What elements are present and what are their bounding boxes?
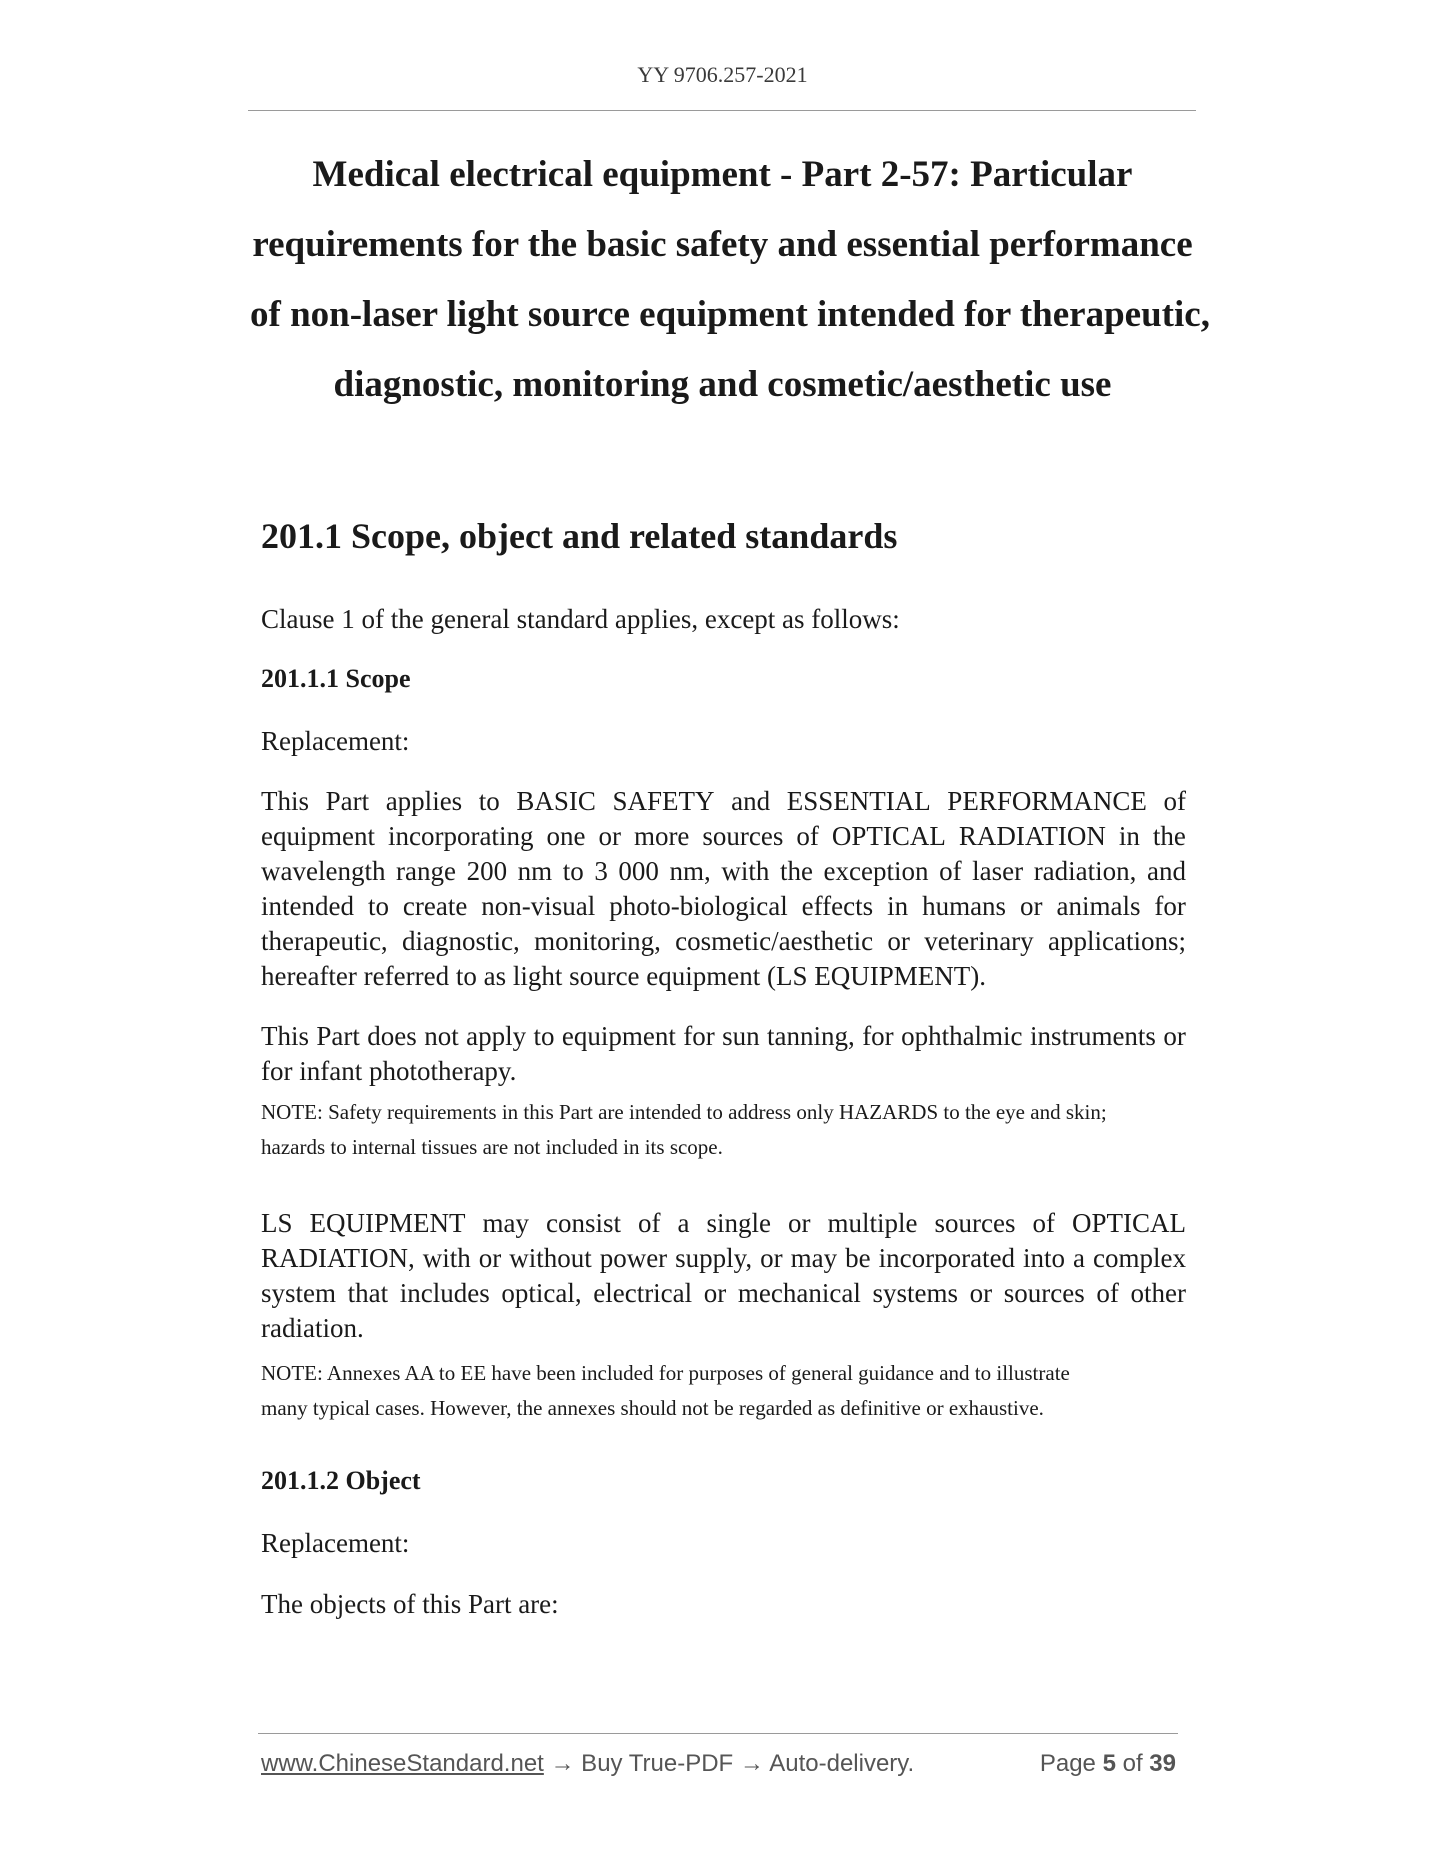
word: with	[721, 856, 770, 886]
text-line	[261, 1019, 1186, 1054]
word: for	[683, 1021, 715, 1051]
word: sources	[1003, 1278, 1085, 1308]
word: intended	[261, 891, 354, 921]
text-line	[261, 889, 1186, 924]
word: This	[261, 786, 310, 816]
website-link[interactable]: www.ChineseStandard.net	[261, 1750, 544, 1777]
word: in	[1118, 821, 1140, 851]
footer-promo-text: → Buy True-PDF → Auto-delivery.	[543, 1750, 915, 1777]
document-code: YY 9706.257-2021	[637, 62, 808, 87]
text-line	[261, 819, 1186, 854]
word: complex	[1093, 1243, 1186, 1273]
word: exception	[823, 856, 929, 886]
word: optical,	[501, 1278, 582, 1308]
text-line	[261, 924, 1186, 959]
word: sources	[934, 1208, 1016, 1238]
word: the	[1152, 821, 1186, 851]
title-line: of non-laser light source equipment intended for therapeutic,	[250, 294, 1210, 335]
object-replacement-label: Replacement:	[261, 1528, 410, 1558]
object-heading: 201.1.2 Object	[261, 1466, 421, 1495]
word: system	[261, 1278, 337, 1308]
word: be	[845, 1243, 871, 1273]
word: may	[482, 1208, 530, 1238]
word: for	[862, 1021, 894, 1051]
word: effects	[801, 891, 874, 921]
text-line: for infant phototherapy.	[261, 1056, 517, 1086]
word: other	[1130, 1278, 1186, 1308]
page-indicator	[1040, 1750, 1176, 1778]
word: veterinary	[924, 926, 1034, 956]
word: or	[969, 1278, 993, 1308]
word: nm	[517, 856, 553, 886]
word: applications;	[1048, 926, 1186, 956]
word: more	[633, 821, 690, 851]
scope-paragraph-1	[261, 784, 1186, 994]
word: or	[478, 1243, 502, 1273]
word: a	[677, 1208, 690, 1238]
word: range	[396, 856, 456, 886]
text-line	[261, 784, 1186, 819]
text-line: hereafter referred to as light source equipment (LS EQUIPMENT).	[261, 961, 986, 991]
word: a	[1073, 1243, 1086, 1273]
word: non-visual	[481, 891, 596, 921]
footer-divider	[258, 1733, 1178, 1734]
object-intro: The objects of this Part are:	[261, 1589, 559, 1619]
word: instruments	[1029, 1021, 1156, 1051]
word: nm,	[669, 856, 711, 886]
word: and	[1146, 856, 1186, 886]
word: without	[509, 1243, 592, 1273]
word: 000	[618, 856, 659, 886]
word: the	[779, 856, 813, 886]
word: of	[638, 1208, 661, 1238]
section-intro: Clause 1 of the general standard applies, except as follows:	[261, 604, 900, 634]
word: and	[731, 786, 771, 816]
title-line: diagnostic, monitoring and cosmetic/aesthetic use	[333, 364, 1112, 405]
word: includes	[399, 1278, 490, 1308]
word: or	[598, 821, 621, 851]
total-pages-number: 39	[1149, 1750, 1176, 1777]
word: may	[790, 1243, 838, 1273]
word: applies	[385, 786, 463, 816]
title-line: Medical electrical equipment - Part 2-57: Particular	[312, 154, 1133, 195]
text-line: radiation.	[261, 1313, 364, 1343]
word: diagnostic,	[402, 926, 520, 956]
header-divider	[248, 110, 1196, 111]
word: equipment	[261, 821, 375, 851]
document-title	[250, 140, 1210, 420]
word: OPTICAL	[1072, 1208, 1186, 1238]
word: PERFORMANCE	[947, 786, 1147, 816]
word: animals	[1056, 891, 1141, 921]
word: equipment	[561, 1021, 676, 1051]
word: RADIATION,	[261, 1243, 415, 1273]
note-line: NOTE: Safety requirements in this Part are intended to address only HAZARDS to the eye and skin;	[261, 1100, 1107, 1124]
word: This	[261, 1021, 310, 1051]
word: Part	[325, 786, 370, 816]
word: radiation,	[1033, 856, 1137, 886]
word: create	[402, 891, 468, 921]
word: mechanical	[737, 1278, 861, 1308]
word: incorporated	[878, 1243, 1016, 1273]
word: electrical	[593, 1278, 693, 1308]
word: or	[1163, 1021, 1186, 1051]
word: to	[533, 1021, 555, 1051]
word: or	[1020, 891, 1043, 921]
word: multiple	[827, 1208, 918, 1238]
word: RADIATION	[958, 821, 1106, 851]
word: of	[1163, 786, 1186, 816]
scope-replacement-label: Replacement:	[261, 726, 410, 756]
word: of	[1032, 1208, 1055, 1238]
word: therapeutic,	[261, 926, 388, 956]
word: power	[599, 1243, 668, 1273]
text-line	[261, 1276, 1186, 1311]
word: one	[546, 821, 586, 851]
word: of	[796, 821, 819, 851]
word: into	[1023, 1243, 1066, 1273]
word: to	[478, 786, 500, 816]
word: SAFETY	[612, 786, 715, 816]
word: or	[887, 926, 910, 956]
word: sources	[702, 821, 784, 851]
word: to	[562, 856, 584, 886]
scope-note-2	[261, 1356, 1186, 1426]
word: cosmetic/aesthetic	[675, 926, 874, 956]
word: wavelength	[261, 856, 386, 886]
word: LS	[261, 1208, 293, 1238]
word: apply	[466, 1021, 527, 1051]
word: for	[1154, 891, 1186, 921]
section-heading: 201.1 Scope, object and related standards	[261, 516, 898, 556]
word: BASIC	[516, 786, 596, 816]
scope-note-1	[261, 1095, 1186, 1165]
scope-paragraph-2	[261, 1019, 1186, 1089]
word: not	[424, 1021, 459, 1051]
page-label: Page	[1039, 1750, 1096, 1777]
of-label: of	[1122, 1750, 1143, 1777]
word: does	[367, 1021, 417, 1051]
text-line	[261, 1206, 1186, 1241]
footer-promo	[261, 1750, 914, 1778]
text-line	[261, 854, 1186, 889]
word: that	[347, 1278, 389, 1308]
note-line: many typical cases. However, the annexes should not be regarded as definitive or exhaustive.	[261, 1396, 1044, 1420]
word: OPTICAL	[831, 821, 946, 851]
word: sun	[722, 1021, 760, 1051]
scope-paragraph-3	[261, 1206, 1186, 1346]
note-line: NOTE: Annexes AA to EE have been included for purposes of general guidance and to illustrate	[261, 1361, 1070, 1385]
word: humans	[922, 891, 1007, 921]
word: EQUIPMENT	[309, 1208, 466, 1238]
word: photo-biological	[609, 891, 788, 921]
word: ESSENTIAL	[786, 786, 931, 816]
word: with	[422, 1243, 471, 1273]
word: monitoring,	[534, 926, 661, 956]
word: or	[703, 1278, 727, 1308]
word: or	[788, 1208, 811, 1238]
word: laser	[972, 856, 1024, 886]
word: tanning,	[767, 1021, 855, 1051]
word: incorporating	[387, 821, 534, 851]
word: supply,	[675, 1243, 753, 1273]
text-line	[261, 1241, 1186, 1276]
word: of	[939, 856, 962, 886]
word: single	[706, 1208, 772, 1238]
current-page-number: 5	[1102, 1750, 1116, 1777]
scope-heading: 201.1.1 Scope	[261, 664, 411, 693]
page-footer	[261, 1750, 1176, 1784]
word: 200	[466, 856, 508, 886]
word: in	[887, 891, 909, 921]
note-line: hazards to internal tissues are not included in its scope.	[261, 1135, 723, 1159]
word: ophthalmic	[901, 1021, 1023, 1051]
word: systems	[872, 1278, 958, 1308]
title-line: requirements for the basic safety and essential performance	[252, 224, 1193, 265]
word: to	[367, 891, 389, 921]
word: Part	[316, 1021, 360, 1051]
word: consist	[546, 1208, 622, 1238]
word: of	[1096, 1278, 1119, 1308]
word: or	[760, 1243, 783, 1273]
word: 3	[594, 856, 608, 886]
